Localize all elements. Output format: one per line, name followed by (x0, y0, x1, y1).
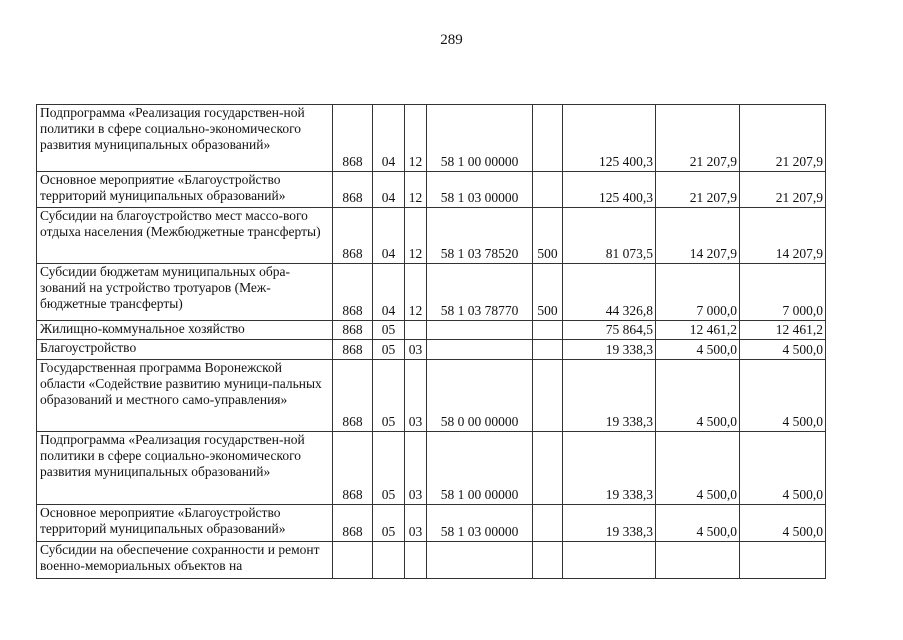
ved-cell: 868 (333, 340, 373, 360)
amount-1-cell: 19 338,3 (563, 360, 656, 432)
subsection-cell (405, 321, 427, 340)
amount-3-cell: 4 500,0 (740, 340, 826, 360)
amount-2-cell (656, 542, 740, 579)
target-article-cell: 58 1 00 00000 (427, 105, 533, 172)
amount-3-cell: 4 500,0 (740, 360, 826, 432)
amount-2-cell: 21 207,9 (656, 105, 740, 172)
section-cell: 05 (373, 321, 405, 340)
table-row (37, 264, 826, 321)
amount-2-cell: 4 500,0 (656, 360, 740, 432)
section-cell: 04 (373, 208, 405, 264)
ved-cell: 868 (333, 208, 373, 264)
table-row (37, 505, 826, 542)
amount-2-cell: 4 500,0 (656, 505, 740, 542)
amount-3-cell (740, 542, 826, 579)
amount-2-cell: 7 000,0 (656, 264, 740, 321)
amount-1-cell: 44 326,8 (563, 264, 656, 321)
table-row (37, 321, 826, 340)
table-row (37, 172, 826, 208)
amount-1-cell: 81 073,5 (563, 208, 656, 264)
ved-cell: 868 (333, 321, 373, 340)
amount-1-cell: 125 400,3 (563, 172, 656, 208)
row-name: Субсидии на благоустройство мест массо-вого отдыха населения (Межбюджетные трансферты) (37, 208, 333, 264)
table-row (37, 208, 826, 264)
subsection-cell: 03 (405, 340, 427, 360)
amount-2-cell: 14 207,9 (656, 208, 740, 264)
amount-2-cell: 4 500,0 (656, 432, 740, 505)
expense-type-cell (533, 321, 563, 340)
amount-3-cell: 12 461,2 (740, 321, 826, 340)
amount-1-cell: 19 338,3 (563, 505, 656, 542)
row-name: Жилищно-коммунальное хозяйство (37, 321, 333, 340)
subsection-cell (405, 542, 427, 579)
table-row (37, 542, 826, 579)
table-row (37, 105, 826, 172)
target-article-cell (427, 542, 533, 579)
expense-type-cell: 500 (533, 264, 563, 321)
amount-1-cell: 19 338,3 (563, 340, 656, 360)
amount-2-cell: 4 500,0 (656, 340, 740, 360)
amount-2-cell: 21 207,9 (656, 172, 740, 208)
expense-type-cell (533, 340, 563, 360)
amount-3-cell: 4 500,0 (740, 432, 826, 505)
expense-type-cell (533, 105, 563, 172)
budget-table (36, 104, 826, 579)
amount-1-cell: 75 864,5 (563, 321, 656, 340)
table-row (37, 340, 826, 360)
row-name: Основное мероприятие «Благоустройство территорий муниципальных образований» (37, 505, 333, 542)
expense-type-cell (533, 432, 563, 505)
subsection-cell: 12 (405, 264, 427, 321)
section-cell: 04 (373, 172, 405, 208)
section-cell: 05 (373, 505, 405, 542)
target-article-cell: 58 1 03 78770 (427, 264, 533, 321)
amount-1-cell (563, 542, 656, 579)
ved-cell (333, 542, 373, 579)
row-name: Основное мероприятие «Благоустройство территорий муниципальных образований» (37, 172, 333, 208)
ved-cell: 868 (333, 172, 373, 208)
ved-cell: 868 (333, 432, 373, 505)
amount-3-cell: 7 000,0 (740, 264, 826, 321)
target-article-cell: 58 1 03 00000 (427, 505, 533, 542)
target-article-cell: 58 1 00 00000 (427, 432, 533, 505)
row-name: Субсидии на обеспечение сохранности и ремонт военно-мемориальных объектов на (37, 542, 333, 579)
ved-cell: 868 (333, 264, 373, 321)
section-cell: 04 (373, 105, 405, 172)
table-row (37, 360, 826, 432)
row-name: Субсидии бюджетам муниципальных обра-зований на устройство тротуаров (Меж-бюджетные трансферты) (37, 264, 333, 321)
subsection-cell: 12 (405, 172, 427, 208)
section-cell: 05 (373, 360, 405, 432)
expense-type-cell (533, 360, 563, 432)
row-name: Подпрограмма «Реализация государствен-ной политики в сфере социально-экономического развития муниципальных образований» (37, 432, 333, 505)
ved-cell: 868 (333, 360, 373, 432)
row-name: Подпрограмма «Реализация государствен-ной политики в сфере социально-экономического развития муниципальных образований» (37, 105, 333, 172)
expense-type-cell (533, 542, 563, 579)
target-article-cell: 58 1 03 00000 (427, 172, 533, 208)
subsection-cell: 12 (405, 208, 427, 264)
amount-3-cell: 21 207,9 (740, 172, 826, 208)
section-cell: 04 (373, 264, 405, 321)
section-cell: 05 (373, 432, 405, 505)
row-name: Государственная программа Воронежской области «Содействие развитию муници-пальных образований и местного само-управления» (37, 360, 333, 432)
amount-1-cell: 19 338,3 (563, 432, 656, 505)
subsection-cell: 12 (405, 105, 427, 172)
target-article-cell (427, 340, 533, 360)
target-article-cell: 58 1 03 78520 (427, 208, 533, 264)
ved-cell: 868 (333, 505, 373, 542)
ved-cell: 868 (333, 105, 373, 172)
row-name: Благоустройство (37, 340, 333, 360)
amount-1-cell: 125 400,3 (563, 105, 656, 172)
amount-3-cell: 4 500,0 (740, 505, 826, 542)
subsection-cell: 03 (405, 505, 427, 542)
amount-3-cell: 14 207,9 (740, 208, 826, 264)
expense-type-cell (533, 172, 563, 208)
amount-2-cell: 12 461,2 (656, 321, 740, 340)
table-row (37, 432, 826, 505)
target-article-cell (427, 321, 533, 340)
target-article-cell: 58 0 00 00000 (427, 360, 533, 432)
page-number: 289 (440, 32, 463, 48)
amount-3-cell: 21 207,9 (740, 105, 826, 172)
section-cell (373, 542, 405, 579)
subsection-cell: 03 (405, 432, 427, 505)
subsection-cell: 03 (405, 360, 427, 432)
section-cell: 05 (373, 340, 405, 360)
expense-type-cell (533, 505, 563, 542)
expense-type-cell: 500 (533, 208, 563, 264)
